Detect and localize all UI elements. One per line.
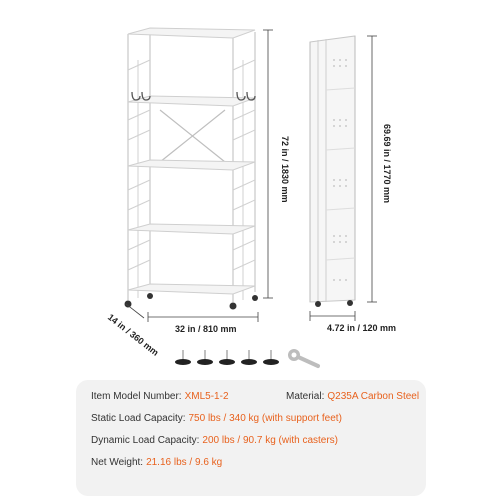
material-row (286, 391, 419, 402)
dynamic-load-value: 200 lbs / 90.7 kg (with casters) (202, 435, 339, 446)
folded-depth-label: 4.72 in / 120 mm (327, 323, 397, 333)
shelf-width-label: 32 in / 810 mm (175, 324, 237, 334)
wrench-icon (288, 349, 318, 366)
net-weight-label: Net Weight: (91, 457, 144, 468)
height-dimension-line (263, 30, 273, 298)
net-weight-value: 21.16 lbs / 9.6 kg (146, 457, 223, 468)
support-foot (263, 350, 279, 365)
support-foot (175, 350, 191, 365)
model-number-row (91, 391, 229, 402)
static-load-value: 750 lbs / 340 kg (with support feet) (188, 413, 342, 424)
static-load-label: Static Load Capacity: (91, 413, 186, 424)
support-foot (197, 350, 213, 365)
width-dimension-line (148, 312, 258, 322)
model-number-label: Item Model Number: (91, 391, 182, 402)
casters (125, 293, 259, 310)
material-value: Q235A Carbon Steel (327, 391, 420, 402)
specifications-panel (76, 380, 426, 496)
folded-height-dimension-line (367, 36, 377, 302)
dynamic-load-label: Dynamic Load Capacity: (91, 435, 200, 446)
shelf-boards (128, 28, 255, 294)
shelf-height-label: 72 in / 1830 mm (280, 136, 290, 203)
support-foot (219, 350, 235, 365)
shelf-depth-label: 14 in / 360 mm (105, 312, 161, 358)
material-label: Material: (286, 391, 325, 402)
depth-dimension-line (126, 304, 144, 318)
model-number-value: XML5-1-2 (184, 391, 229, 402)
folded-depth-dimension-line (310, 311, 355, 321)
dynamic-load-row (91, 435, 338, 446)
support-foot (241, 350, 257, 365)
static-load-row (91, 413, 342, 424)
support-feet (175, 350, 279, 365)
net-weight-row (91, 457, 222, 468)
folded-height-label: 69.69 in / 1770 mm (382, 124, 392, 204)
folded-shelf (310, 36, 355, 307)
